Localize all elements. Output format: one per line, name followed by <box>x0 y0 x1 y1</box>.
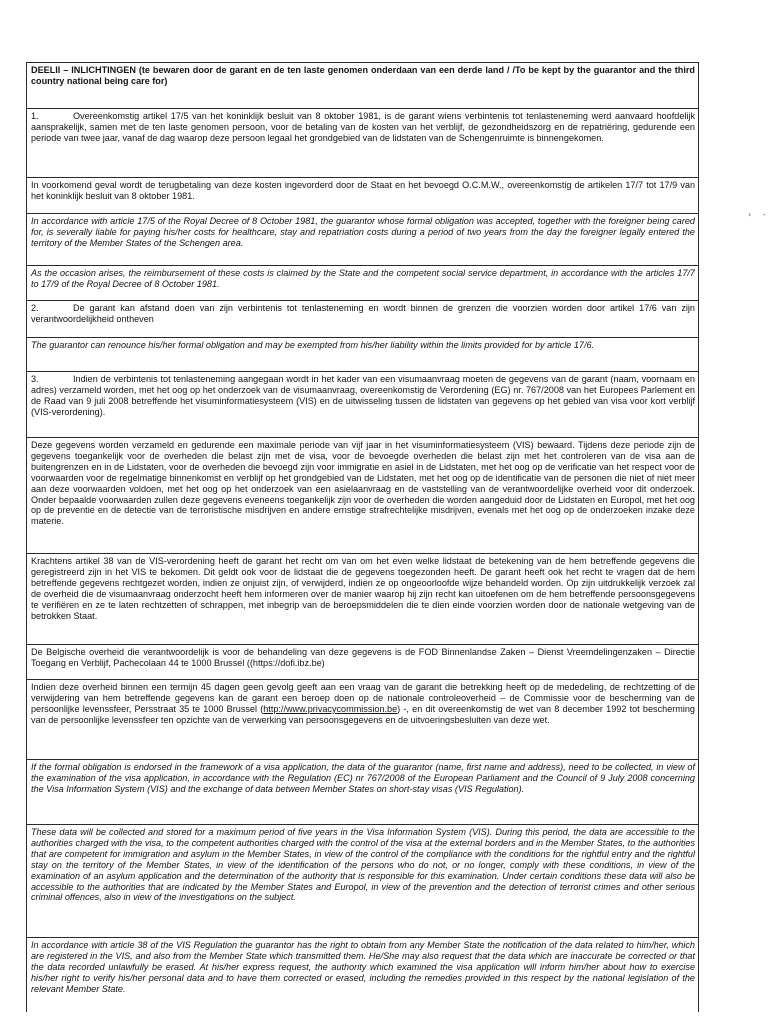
section-3-en: If the formal obligation is endorsed in the framework of a visa application, the data of the guarantor (name, first name and address), need to be collected, in view of the examination of the visa application, in accordance with the Regulation (EC) nr 767/2008 of the European Parliament and the Council of 9 July 2008 concerning the Visa Information System (VIS) and the exchange of data between Member States on short-stay visas (VIS Regulation). <box>27 760 698 825</box>
section-data-storage-en: These data will be collected and stored for a maximum period of five years in the Visa Information System (VIS). During this period, the data are accessible to the authorities charged with the visa, to the competent authorities charged with the control of the visa at the external borders and in the Member States, to the authorities that are competent for immigration and asylum in the Member States, in view of the control of the compliance with the conditions for the rightful entry and the rightful stay on the territory of the Member States, in view of the identification of the persons who do not, or no longer, comply with these conditions, in view of the examination of an asylum application and the determination of the authority that is responsible for this examination. Under certain conditions these data will also be accessible to the authorities that are indicated by the Member States and Europol, in view of the prevention and the detection of terrorist crimes and other serious criminal offences, also in view of the investigations on the subject. <box>27 825 698 938</box>
document-body <box>26 62 699 1012</box>
section-1-nl <box>27 109 698 178</box>
section-2-en: The guarantor can renounce his/her formal obligation and may be exempted from his/her liability within the limits provided for by article 17/6. <box>27 338 698 372</box>
section-vis-rights-nl: Krachtens artikel 38 van de VIS-verordening heeft de garant het recht om van om het even welke lidstaat de betekening van de hem betreffende gegevens die geregistreerd zijn in het VIS te bekomen. Dit geldt ook voor de lidstaat die de gegevens toegezonden heeft. De garant heeft ook het recht te vragen dat de hem betreffende gegevens rechtgezet worden, indien ze onjuist zijn, of verwijderd, indien ze op ongeoorloofde wijze behandeld worden. Op zijn uitdrukkelijk verzoek zal de overheid die de visumaanvraag onderzocht heeft hem informeren over de manier waarop hij zijn recht kan uitoefenen om de hem betreffende persoonsgegevens te verifiëren en ze te laten rechtzetten of schrappen, met inbegrip van de beroepsmiddelen die te dien einde voorzien worden door de nationale wetgeving van de betrokken Staat. <box>27 554 698 645</box>
section-data-storage-nl: Deze gegevens worden verzameld en gedurende een maximale periode van vijf jaar in het visuminformatiesysteem (VIS) bewaard. Tijdens deze periode zijn de gegevens toegankelijk voor de overheden die belast zijn met de visa, voor de bevoegde overheden die belast zijn met het controleren van de visa aan de buitengrenzen en in de Lidstaten, voor de overheden die bevoegd zijn voor immigratie en asiel in de Lidstaten, met het oog op de verificatie van het respect voor de voorwaarden voor de regelmatige binnenkomst en verblijf op het grondgebied van de Lidstaten, met het oog op de identificatie van de personen die niet of niet meer aan deze voorwaarden voldoen, met het oog op het onderzoek van een asielaanvraag en de vaststelling van de verantwoordelijke overheid voor dit onderzoek. Onder bepaalde voorwaarden zullen deze gegevens eveneens toegankelijk zijn voor de overheden die worden aangeduid door de Lidstaten en Europol, met het oog op de preventie en de detectie van de terroristische misdrijven en andere ernstige strafrechtelijke misdrijven, evenals met het oog op de onderzoeken inzake deze materie. <box>27 438 698 554</box>
section-reimbursement-en: As the occasion arises, the reimbursement of these costs is claimed by the State and the competent social service department, in accordance with the articles 17/7 to 17/9 of the Royal Decree of 8 October 1981. <box>27 266 698 301</box>
section-number: 2. <box>31 303 39 313</box>
part-two-heading: DEELII – INLICHTINGEN (te bewaren door de garant en de ten laste genomen onderdaan van een derde land / /To be kept by the guarantor and the third country national being care for) <box>27 63 698 109</box>
section-authority-nl: De Belgische overheid die verantwoordelijk is voor de behandeling van deze gegevens is de FOD Binnenlandse Zaken – Dienst Vreemdelingenzaken – Directie Toegang en Verblijf, Pachecolaan 44 te 1000 Brussel ((https://dofi.ibz.be) <box>27 645 698 680</box>
privacy-commission-link[interactable]: http://www.privacycommission.be <box>263 703 398 714</box>
margin-mark: › <box>748 210 752 219</box>
section-text: Indien de verbintenis tot tenlasteneming aangegaan wordt in het kader van een visumaanvraag moeten de gegevens van de garant (naam, voornaam en adres) verzameld worden, met het oog op het onderzoek van de visumaanvraag, overeenkomstig de Verordening (EG) nr. 767/2008 van het Europees Parlement en de Raad van 9 juli 2008 betreffende het visuminformatiesysteem (VIS) en de uitwisseling tussen de lidstaten van gegevens op het gebied van visa voor kort verblijf (VIS-verordening). <box>31 374 695 417</box>
section-text: Overeenkomstig artikel 17/5 van het koninklijk besluit van 8 oktober 1981, is de garant wiens verbintenis tot tenlasteneming werd aanvaard hoofdelijk aansprakelijk, samen met de ten laste genomen persoon, voor de betaling van de kosten van het verblijf, de gezondheidszorg en de repatriëring, gedurende een periode van twee jaar, vanaf de dag waarop deze persoon legaal het grondgebied van de lidstaten van de Schengenruimte is binnengekomen. <box>31 111 695 143</box>
section-text: De garant kan afstand doen van zijn verbintenis tot tenlasteneming en wordt binnen de grenzen die voorzien worden door artikel 17/6 van zijn verantwoordelijkheid ontheven <box>31 303 695 324</box>
section-number: 1. <box>31 111 39 121</box>
section-3-nl <box>27 372 698 438</box>
section-vis-rights-en: In accordance with article 38 of the VIS Regulation the guarantor has the right to obtain from any Member State the notification of the data related to him/her, which are registered in the VIS, and also from the Member State which transmitted them. He/She may also request that the data which are inaccurate be corrected or that the data recorded unlawfully be erased. At his/her express request, the authority which examined the visa application will inform him/her about how to exercise his/her right to verify his/her personal data and to have them corrected or erased, including the remedies provided in this respect by the national legislation of the relevant Member State. <box>31 940 695 994</box>
section-appeal-nl: Indien deze overheid binnen een termijn 45 dagen geen gevolg geeft aan een vraag van de garant die betrekking heeft op de mededeling, de rechtzetting of de verwijdering van hem betreffende gegevens kan de garant een beroep doen op de nationale controleoverheid – de Commissie voor de bescherming van de persoonlijke levenssfeer, Persstraat 35 te 1000 Brussel (http://www.privacycommission.be) -, en dit overeenkomstig de wet van 8 december 1992 tot bescherming van de persoonlijke levenssfeer ten opzichte van de verwerking van persoonsgegevens en de uitvoeringsbesluiten van deze wet. <box>27 680 698 760</box>
section-number: 3. <box>31 374 39 384</box>
margin-mark: - <box>763 210 766 219</box>
section-reimbursement-nl: In voorkomend geval wordt de terugbetaling van deze kosten ingevorderd door de Staat en het bevoegd O.C.M.W., overeenkomstig de artikelen 17/7 tot 17/9 van het koninklijk besluit van 8 oktober 1981. <box>27 178 698 214</box>
section-2-nl <box>27 301 698 338</box>
section-1-en: In accordance with article 17/5 of the Royal Decree of 8 October 1981, the guarantor whose formal obligation was accepted, together with the foreigner being cared for, is severally liable for paying his/her costs for healthcare, stay and repatriation costs during a period of two years from the day the foreigner legally entered the territory of the Member States of the Schengen area. <box>27 214 698 266</box>
